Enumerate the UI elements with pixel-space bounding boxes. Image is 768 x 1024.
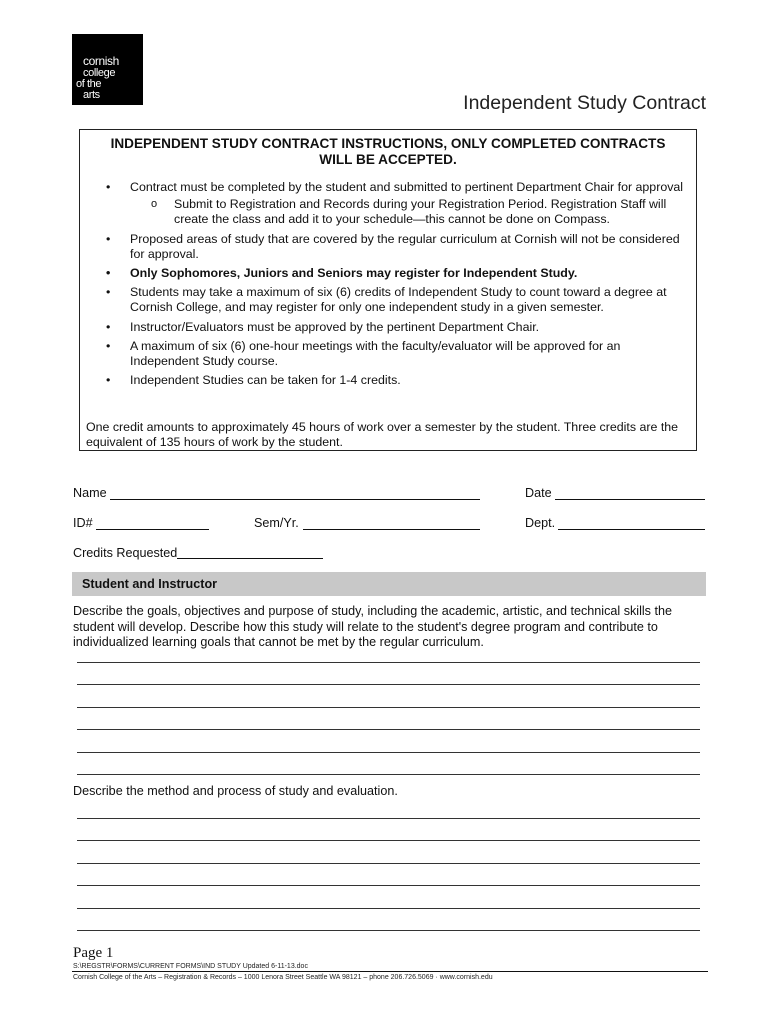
instruction-text: A maximum of six (6) one-hour meetings with the faculty/evaluator will be approved for an Independent Study course. — [130, 338, 621, 369]
instruction-text: Proposed areas of study that are covered by the regular curriculum at Cornish will not be considered for approval. — [130, 231, 680, 261]
instruction-sub-text: Submit to Registration and Records during your Registration Period. Registration Staff will create the class and add it to your schedule—this cannot be done on Compass. — [174, 197, 667, 227]
method-answer-line[interactable] — [77, 863, 700, 864]
instructions-heading — [80, 136, 696, 168]
instruction-item — [102, 373, 692, 388]
instructions-heading-line-1: INDEPENDENT STUDY CONTRACT INSTRUCTIONS, ONLY COMPLETED CONTRACTS — [110, 136, 666, 151]
bullet-icon: • — [106, 266, 111, 281]
goals-prompt: Describe the goals, objectives and purpose of study, including the academic, artistic, and technical skills the student will develop. Describe how this study will relate to the student's degree program and contribute to individualized learning goals that cannot be met by the regular curriculum. — [73, 604, 672, 650]
goals-answer-line[interactable] — [77, 662, 700, 663]
instruction-text: Independent Studies can be taken for 1-4 credits. — [130, 373, 401, 388]
id-label: ID# — [73, 516, 93, 530]
credits-requested-label: Credits Requested — [73, 546, 178, 560]
instructions-footer: One credit amounts to approximately 45 hours of work over a semester by the student. Three credits are the equivalent of 135 hours of work by the student. — [86, 420, 679, 450]
id-field[interactable] — [96, 529, 209, 530]
bullet-icon: • — [106, 338, 111, 353]
goals-answer-line[interactable] — [77, 684, 700, 685]
sem-yr-field[interactable] — [303, 529, 480, 530]
instruction-item — [102, 232, 692, 262]
instructions-box — [79, 129, 697, 451]
logo-line-3: of the — [76, 78, 102, 90]
instructions-heading-line-2: WILL BE ACCEPTED. — [319, 152, 457, 167]
footer-divider — [72, 971, 708, 972]
goals-answer-line[interactable] — [77, 707, 700, 708]
dept-label: Dept. — [525, 516, 556, 530]
logo-line-2: college — [83, 67, 116, 79]
logo-line-1: cornish — [83, 54, 119, 68]
logo-line-4: arts — [83, 89, 100, 101]
bullet-icon: • — [106, 231, 111, 246]
name-label: Name — [73, 486, 107, 500]
instruction-sub-item — [130, 197, 692, 227]
goals-answer-line[interactable] — [77, 774, 700, 775]
method-prompt: Describe the method and process of study and evaluation. — [73, 784, 398, 798]
method-answer-line[interactable] — [77, 840, 700, 841]
name-field[interactable] — [110, 499, 480, 500]
section-title: Student and Instructor — [82, 577, 218, 591]
cornish-logo — [72, 34, 143, 105]
instruction-text: Students may take a maximum of six (6) credits of Independent Study to count toward a degree at Cornish College, and may register for only one independent study in a given semester. — [130, 285, 667, 315]
instructions-list — [102, 180, 692, 392]
footer-address: Cornish College of the Arts – Registration & Records – 1000 Lenora Street Seattle WA 98121 – phone 206.726.5069 · www.cornish.edu — [73, 974, 493, 981]
method-answer-line[interactable] — [77, 908, 700, 909]
goals-answer-line[interactable] — [77, 729, 700, 730]
credits-requested-field[interactable] — [177, 558, 323, 559]
bullet-icon: • — [106, 180, 111, 194]
method-answer-line[interactable] — [77, 885, 700, 886]
bullet-icon: • — [106, 319, 111, 334]
instruction-item — [102, 266, 692, 281]
document-title: Independent Study Contract — [463, 92, 706, 114]
instruction-item — [102, 339, 692, 369]
bullet-icon: • — [106, 373, 111, 388]
method-answer-line[interactable] — [77, 930, 700, 931]
page-number: Page 1 — [73, 945, 114, 961]
instruction-item — [102, 180, 692, 228]
goals-answer-line[interactable] — [77, 752, 700, 753]
sub-bullet-icon: o — [151, 198, 158, 211]
method-answer-line[interactable] — [77, 818, 700, 819]
dept-field[interactable] — [558, 529, 705, 530]
bullet-icon: • — [106, 285, 111, 300]
instruction-text: Only Sophomores, Juniors and Seniors may register for Independent Study. — [130, 266, 578, 281]
file-path: S:\REGSTR\FORMS\CURRENT FORMS\IND STUDY Updated 6-11-13.doc — [73, 963, 308, 970]
date-label: Date — [525, 486, 552, 500]
sem-yr-label: Sem/Yr. — [254, 516, 299, 530]
instruction-text: Instructor/Evaluators must be approved by the pertinent Department Chair. — [130, 319, 540, 334]
date-field[interactable] — [555, 499, 705, 500]
instruction-text: Contract must be completed by the student and submitted to pertinent Department Chair for approval — [130, 180, 684, 194]
instruction-item — [102, 285, 692, 315]
section-header — [72, 572, 706, 596]
instruction-item — [102, 320, 692, 335]
